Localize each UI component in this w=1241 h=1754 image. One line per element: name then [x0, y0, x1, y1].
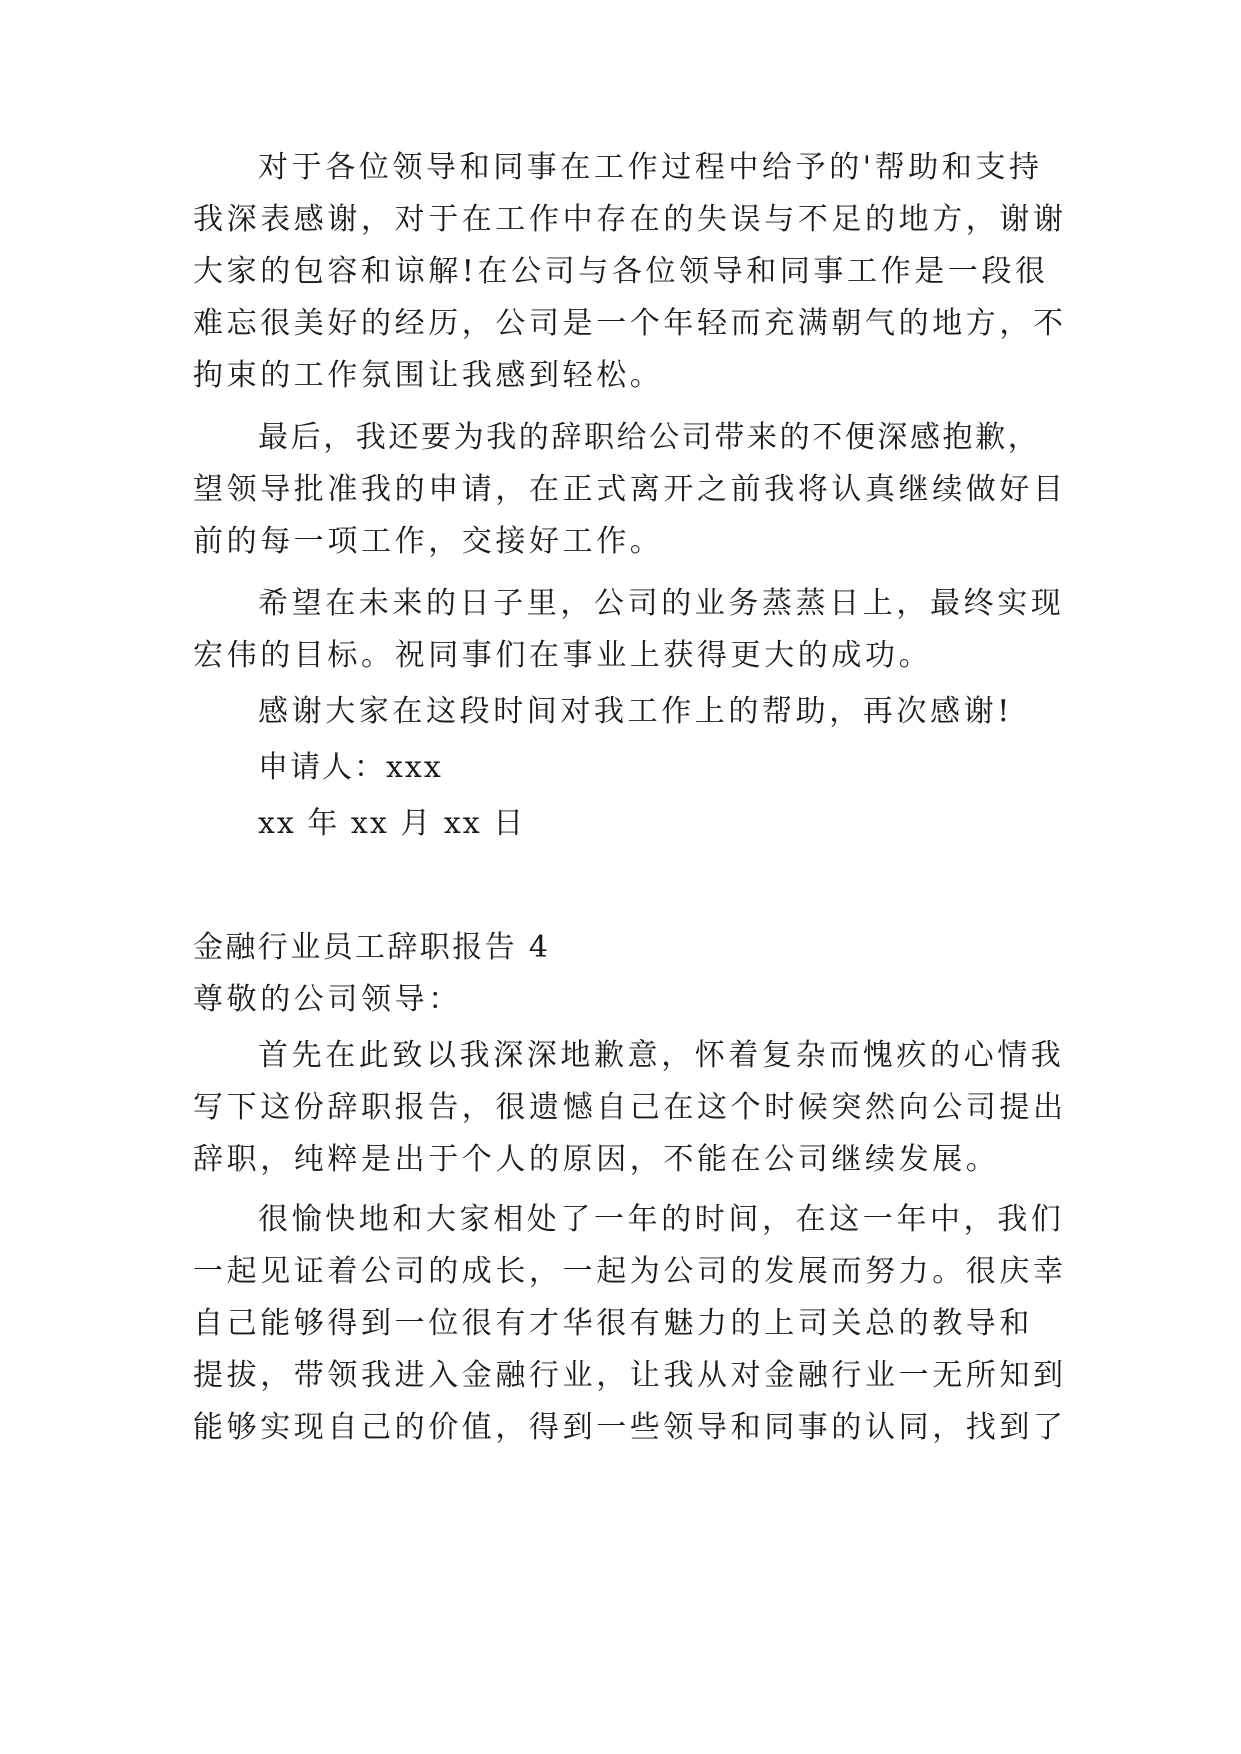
paragraph-line: 我深表感谢，对于在工作中存在的失误与不足的地方，谢谢: [193, 202, 1067, 237]
salutation: 尊敬的公司领导：: [193, 982, 462, 1017]
paragraph-line: 拘束的工作氛围让我感到轻松。: [193, 358, 664, 393]
paragraph-line: 写下这份辞职报告，很遗憾自己在这个时候突然向公司提出: [193, 1090, 1067, 1125]
signature-date: xx 年 xx 月 xx 日: [258, 806, 526, 841]
paragraph-line: 很愉快地和大家相处了一年的时间，在这一年中，我们: [258, 1202, 1065, 1237]
paragraph-line: 大家的包容和谅解!在公司与各位领导和同事工作是一段很: [193, 254, 1049, 289]
paragraph-line: 希望在未来的日子里，公司的业务蒸蒸日上，最终实现: [258, 586, 1065, 621]
paragraph-line: 提拔，带领我进入金融行业，让我从对金融行业一无所知到: [193, 1358, 1067, 1393]
paragraph-line: 能够实现自己的价值，得到一些领导和同事的认同，找到了: [193, 1410, 1067, 1445]
paragraph-line: 望领导批准我的申请，在正式离开之前我将认真继续做好目: [193, 472, 1067, 507]
paragraph-line: 难忘很美好的经历，公司是一个年轻而充满朝气的地方，不: [193, 306, 1067, 341]
paragraph-line: 前的每一项工作，交接好工作。: [193, 524, 664, 559]
paragraph-line: 辞职，纯粹是出于个人的原因，不能在公司继续发展。: [193, 1142, 1000, 1177]
paragraph-line: 最后，我还要为我的辞职给公司带来的不便深感抱歉，: [258, 420, 1041, 455]
paragraph-line: 首先在此致以我深深地歉意，怀着复杂而愧疚的心情我: [258, 1038, 1065, 1073]
paragraph-line: 感谢大家在这段时间对我工作上的帮助，再次感谢!: [258, 694, 1013, 729]
paragraph-line: 对于各位领导和同事在工作过程中给予的'帮助和支持: [258, 150, 1043, 185]
section-title: 金融行业员工辞职报告 4: [193, 930, 551, 965]
paragraph-line: 宏伟的目标。祝同事们在事业上获得更大的成功。: [193, 638, 933, 673]
applicant-signature: 申请人：xxx: [258, 750, 443, 785]
paragraph-line: 自己能够得到一位很有才华很有魅力的上司关总的教导和: [193, 1306, 1033, 1341]
paragraph-line: 一起见证着公司的成长，一起为公司的发展而努力。很庆幸: [193, 1254, 1067, 1289]
